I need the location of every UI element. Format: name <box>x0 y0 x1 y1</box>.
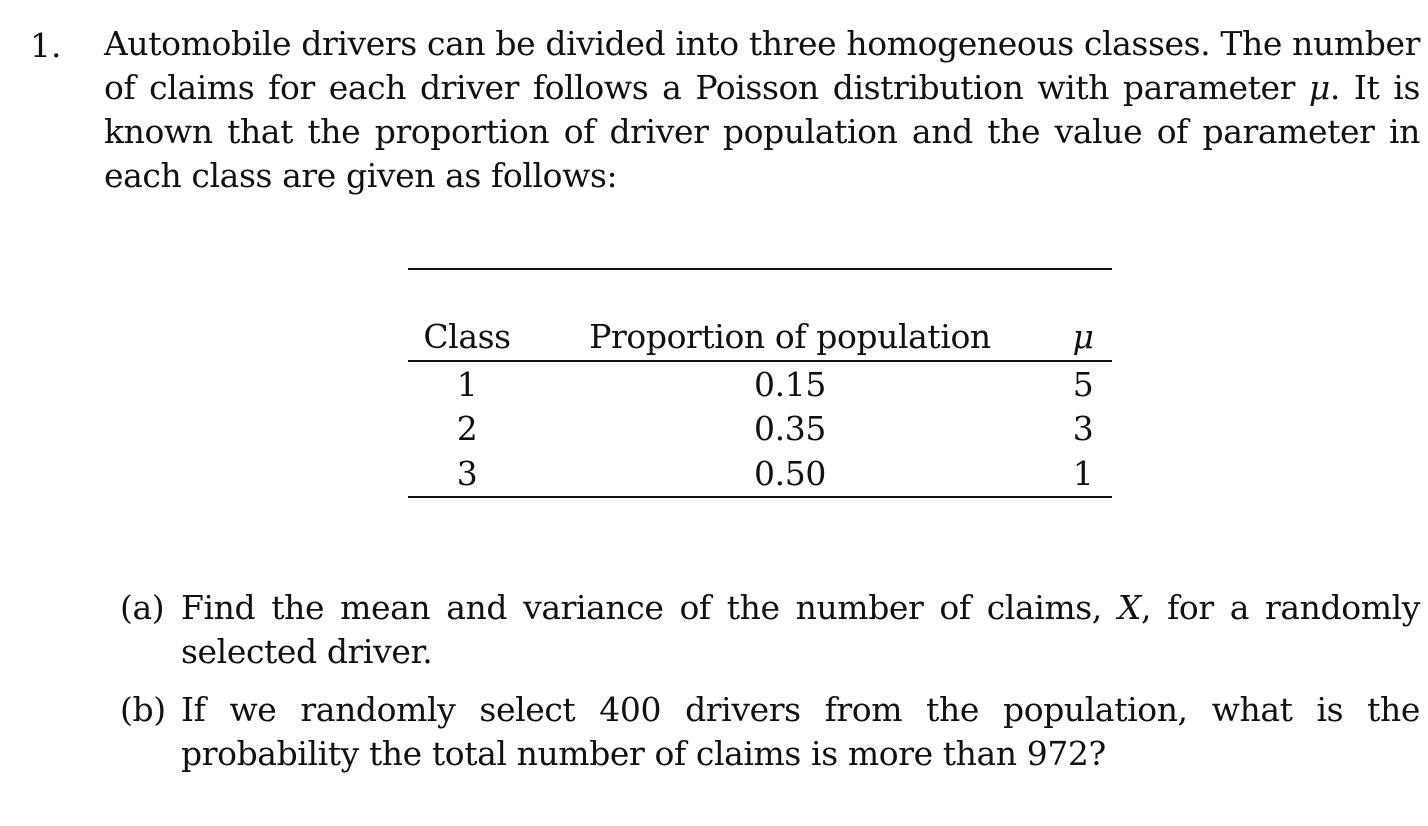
intro-text-1: Automobile drivers can be divided into three homogeneous classes. The number of claims for each driver follows a Poisson distribution with parameter <box>104 24 1420 107</box>
part-b-label: (b) <box>120 690 166 729</box>
variable-x: X <box>1117 588 1141 627</box>
table-row <box>408 406 1112 450</box>
cell-class: 1 <box>456 364 478 404</box>
problem-number: 1. <box>30 26 62 65</box>
class-table <box>408 268 1112 498</box>
header-proportion: Proportion of population <box>526 312 1054 361</box>
intro-text-2: . It is known that the proportion of driver population and the value of parameter in each class are given as follows: <box>104 68 1420 195</box>
part-b <box>120 688 1420 776</box>
problem-parts <box>120 586 1420 776</box>
table-row <box>408 361 1112 406</box>
cell-mu: 1 <box>1054 450 1112 497</box>
data-table <box>408 312 1112 498</box>
problem-intro <box>104 22 1420 198</box>
part-b-text: If we randomly select 400 drivers from the population, what is the probability the total number of claims is more than 972? <box>181 690 1420 773</box>
part-a-text-1: Find the mean and variance of the number of claims, <box>181 588 1118 627</box>
table-header-row <box>408 312 1112 361</box>
header-mu: μ <box>1054 312 1112 361</box>
cell-class: 2 <box>456 408 478 448</box>
cell-proportion: 0.15 <box>754 364 826 404</box>
part-a-label: (a) <box>120 588 165 627</box>
cell-mu: 3 <box>1072 408 1094 448</box>
cell-proportion: 0.35 <box>754 408 826 448</box>
table-top-rule <box>408 268 1112 270</box>
table-row <box>408 450 1112 497</box>
header-class: Class <box>408 312 526 361</box>
cell-proportion: 0.50 <box>526 450 1054 497</box>
cell-mu: 5 <box>1072 364 1094 404</box>
part-a-text-2: , for a randomly selected driver. <box>181 588 1420 671</box>
cell-class: 3 <box>408 450 526 497</box>
part-a <box>120 586 1420 674</box>
mu-symbol: μ <box>1308 68 1330 107</box>
